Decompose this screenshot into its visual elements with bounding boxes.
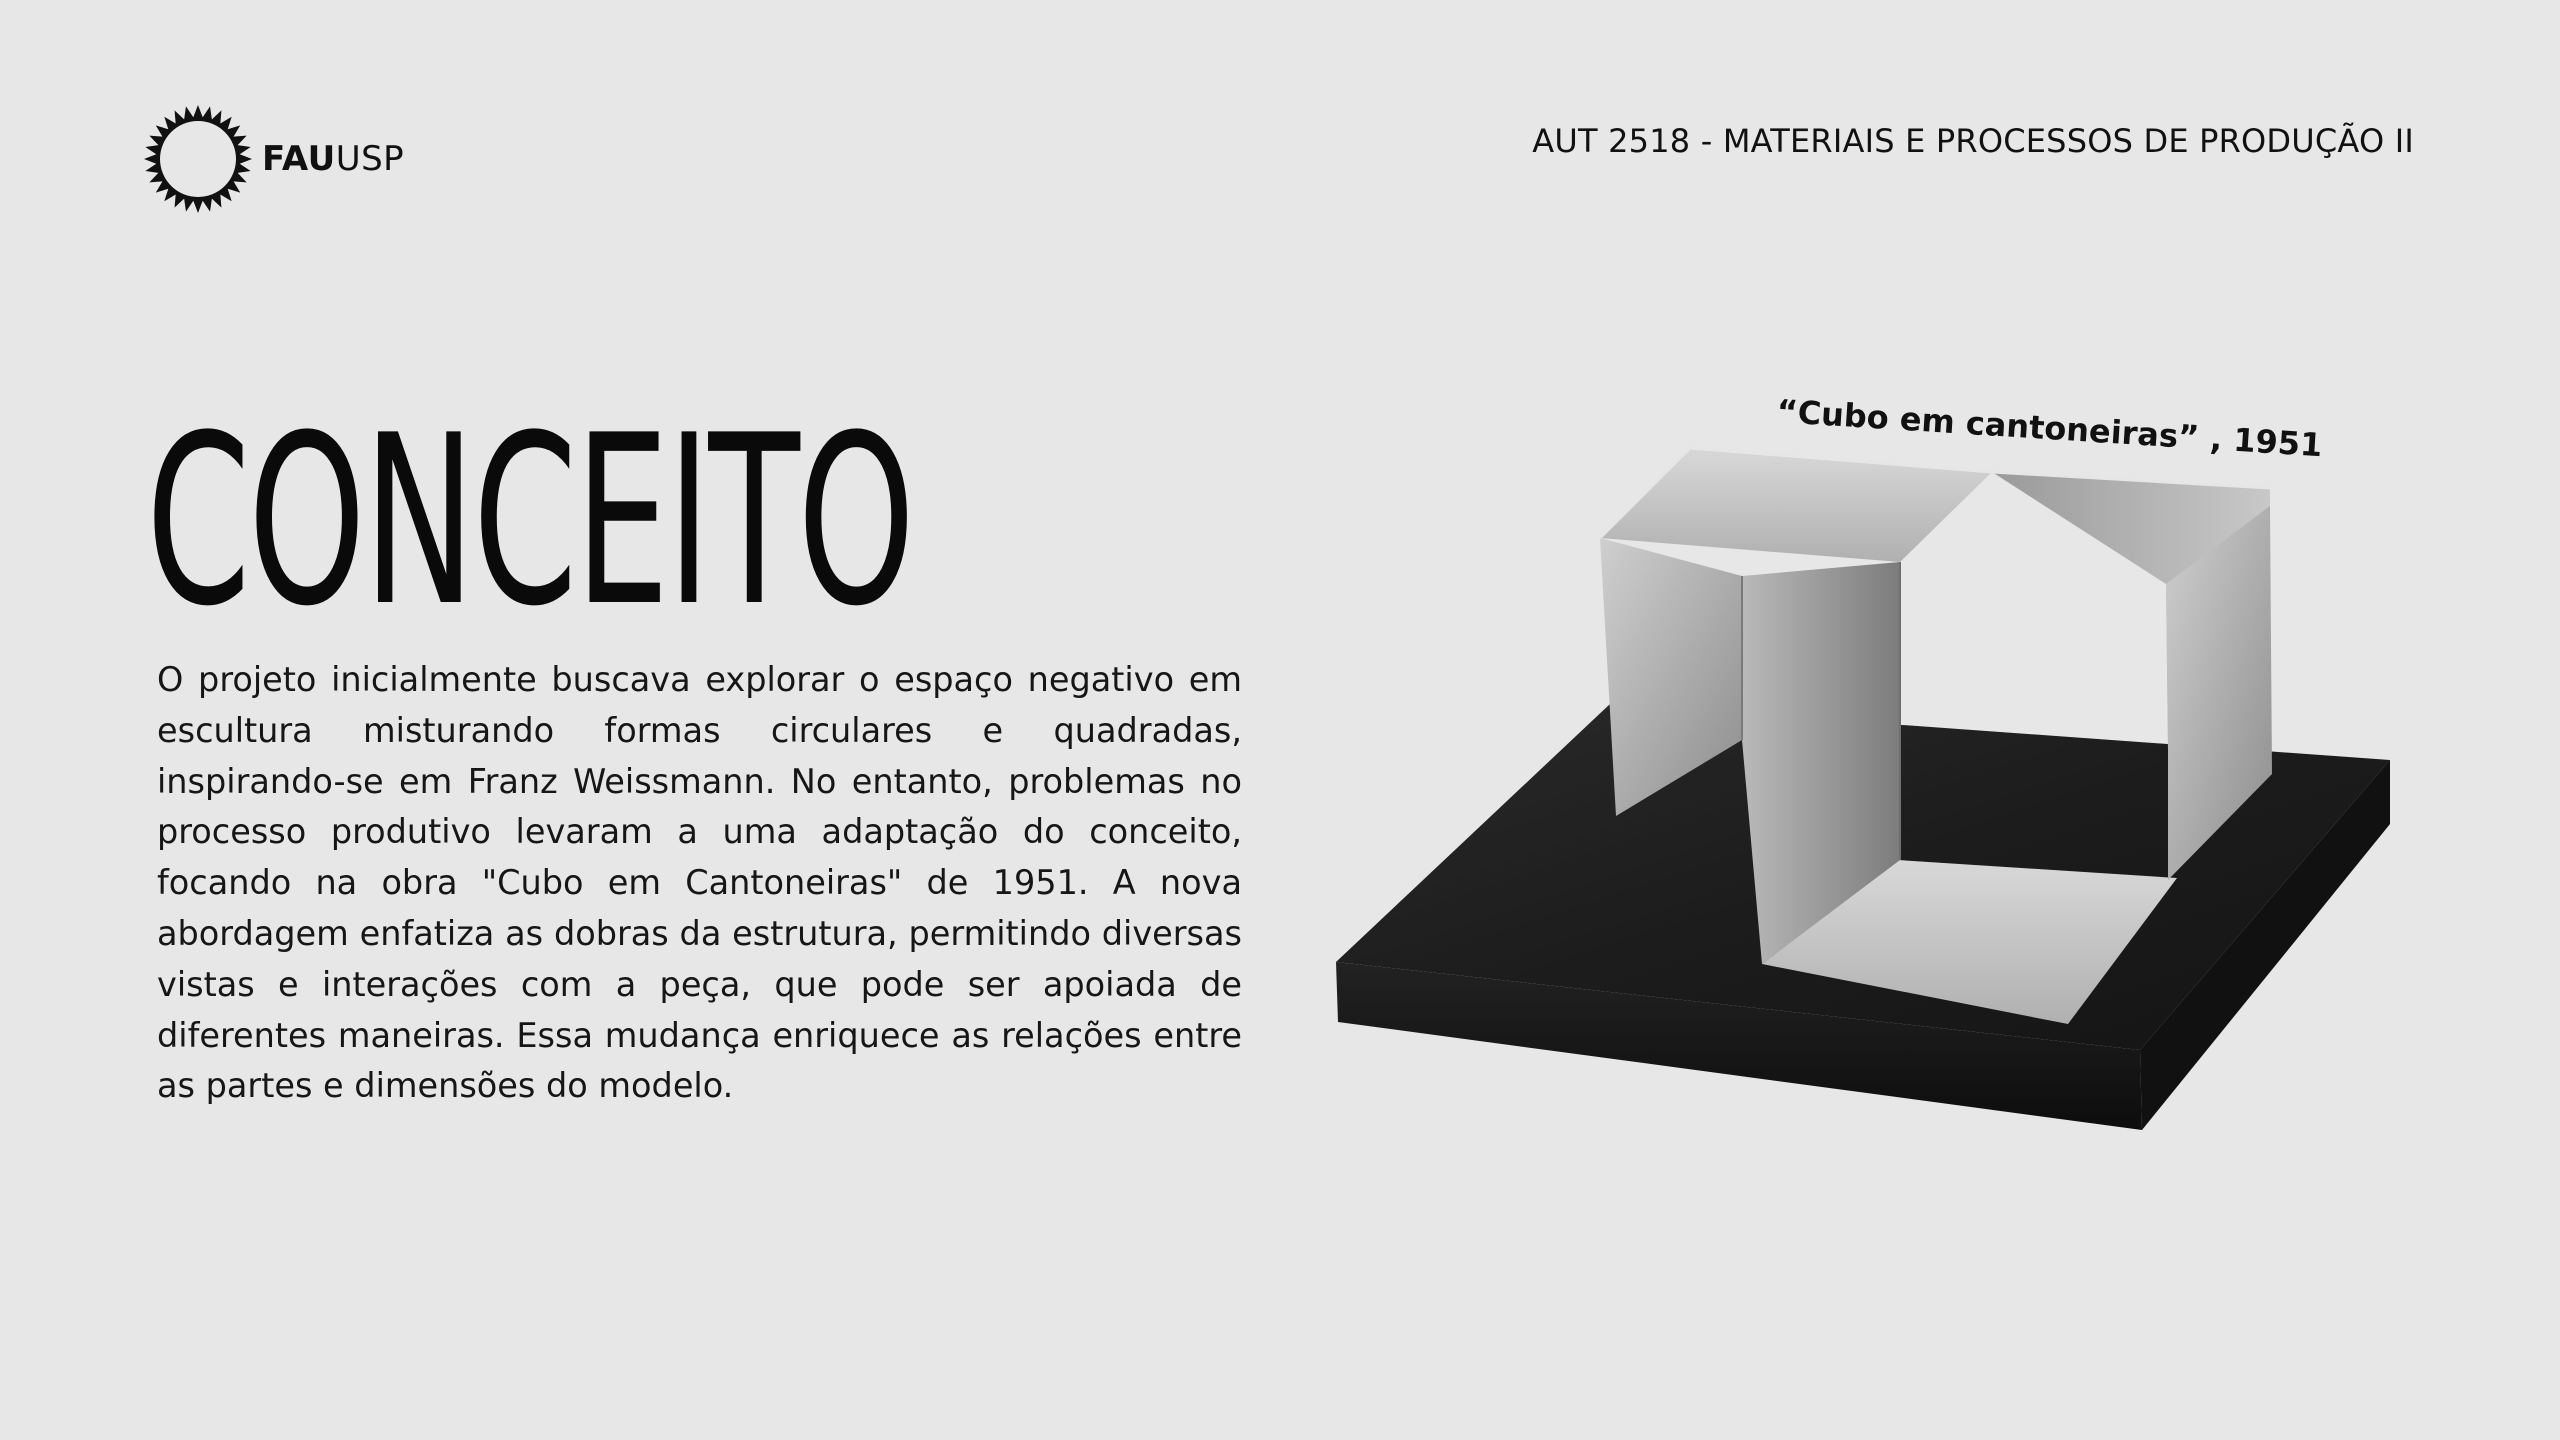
concept-paragraph: O projeto inicialmente buscava explorar o espaço negativo em escultura misturando formas circulares e quadradas, inspirando-se em Franz Weissmann. No entanto, problemas no processo produtivo levaram a uma adaptação do conceito, focando na obra "Cubo em Cantoneiras" de 1951. A nova abordagem enfatiza as dobras da estrutura, permitindo diversas vistas e interações com a peça, que pode ser apoiada de diferentes maneiras. Essa mudança enriquece as relações entre as partes e dimensões do modelo. <box>157 660 1242 1106</box>
fauusp-logo <box>142 104 404 214</box>
sun-seal-icon <box>142 103 254 215</box>
logo-wordmark-bold: FAU <box>262 139 336 179</box>
sculpture-image <box>1330 440 2400 1150</box>
logo-wordmark <box>262 139 404 179</box>
cube-top-plate <box>1600 448 1992 562</box>
course-title: AUT 2518 - MATERIAIS E PROCESSOS DE PRODUÇÃO II <box>1532 122 2414 160</box>
page-title: CONCEITO <box>146 386 913 658</box>
logo-wordmark-light: USP <box>335 139 405 179</box>
image-caption: “Cubo em cantoneiras” , 1951 <box>1775 392 2324 465</box>
